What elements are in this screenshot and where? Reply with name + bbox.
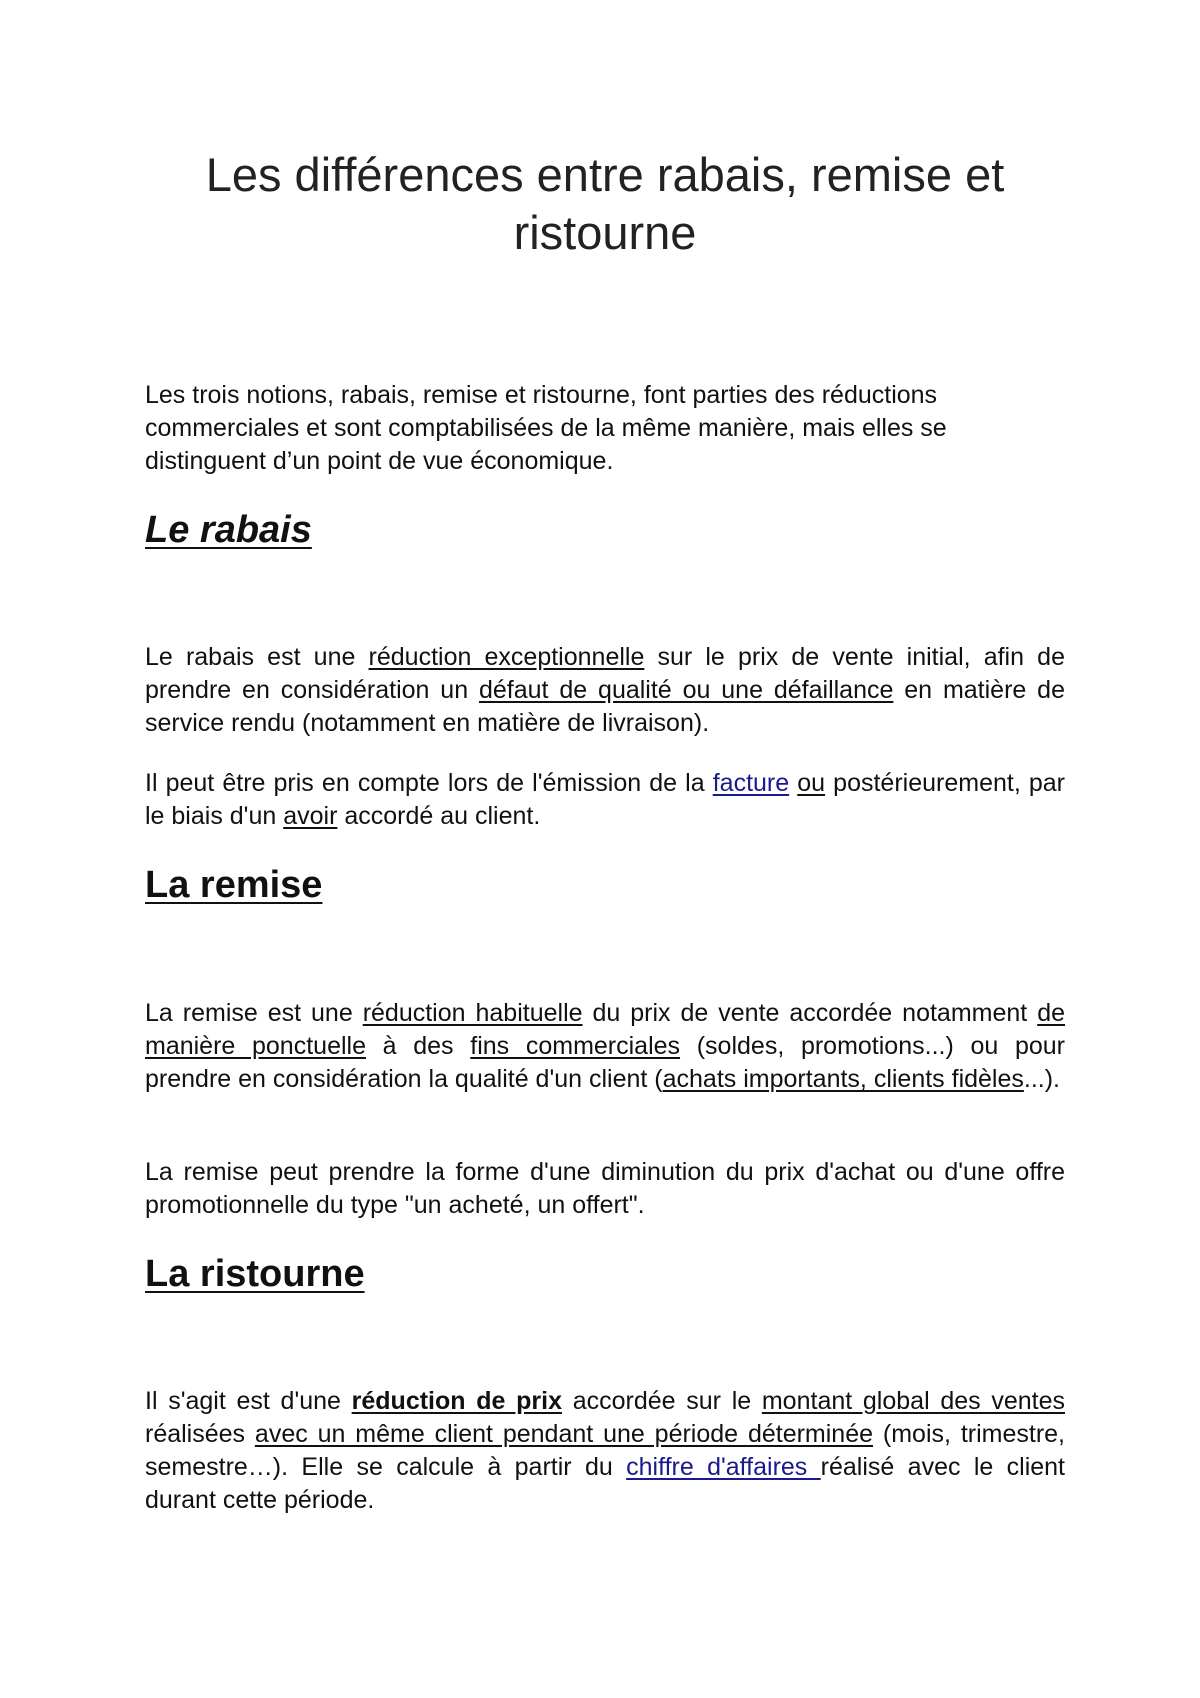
title-line-1: Les différences entre rabais, remise et	[205, 148, 1005, 201]
chiffre-affaires-link[interactable]: chiffre d'affaires	[626, 1453, 821, 1481]
text: accordé au client.	[337, 802, 541, 830]
underlined-text: réduction exceptionnelle	[368, 643, 645, 671]
text: réalisées	[145, 1420, 255, 1448]
rabais-paragraph-1	[145, 641, 1065, 740]
ristourne-paragraph-1	[145, 1385, 1065, 1517]
underlined-text: défaut de qualité ou une défaillance	[478, 676, 894, 704]
underlined-text: achats importants, clients fidèles	[662, 1065, 1024, 1093]
facture-link[interactable]: facture	[712, 769, 790, 797]
remise-paragraph-1	[145, 997, 1065, 1096]
intro-paragraph: Les trois notions, rabais, remise et ristourne, font parties des réductions commerciales et sont comptabilisées de la même manière, mais elles se distinguent d’un point de vue économique.	[145, 381, 947, 475]
text: accordée sur le	[562, 1387, 762, 1415]
underlined-text: réduction habituelle	[362, 999, 583, 1027]
text: Il s'agit est d'une	[145, 1387, 352, 1415]
underlined-text: de manière ponctuelle	[145, 999, 1065, 1060]
underlined-text: fins commerciales	[470, 1032, 681, 1060]
text: sur le prix de vente initial, afin de prendre en considération un	[145, 643, 1065, 704]
text: postérieurement, par le biais d'un	[145, 769, 1066, 830]
rabais-paragraph-2	[145, 767, 1065, 833]
text: (soldes, promotions...) ou pour prendre en considération la qualité d'un client (	[145, 1032, 1065, 1093]
remise-paragraph-2: La remise peut prendre la forme d'une diminution du prix d'achat ou d'une offre promotionnelle du type "un acheté, un offert".	[145, 1158, 1065, 1219]
text: Il peut être pris en compte lors de l'émission de la	[145, 769, 713, 797]
text: ...).	[1023, 1065, 1060, 1093]
text: à des	[365, 1032, 471, 1060]
title-line-2: ristourne	[513, 206, 697, 259]
heading-rabais: Le rabais	[145, 509, 312, 551]
text: La remise est une	[145, 999, 363, 1027]
text: du prix de vente accordée notamment	[582, 999, 1038, 1027]
heading-remise: La remise	[145, 864, 323, 906]
underlined-text: montant global des ventes	[761, 1387, 1065, 1415]
text: (mois, trimestre, semestre…). Elle se calcule à partir du	[145, 1420, 1065, 1481]
underlined-text: ou	[797, 769, 826, 797]
bold-underlined-text: réduction de prix	[351, 1387, 562, 1415]
underlined-text: avec un même client pendant une période déterminée	[254, 1420, 874, 1448]
document-title	[145, 146, 1065, 262]
text: Le rabais est une	[145, 643, 369, 671]
text: en matière de service rendu (notamment en matière de livraison).	[145, 676, 1065, 737]
text: réalisé avec le client durant cette période.	[145, 1453, 1065, 1514]
underlined-text: avoir	[283, 802, 338, 830]
heading-ristourne: La ristourne	[145, 1253, 365, 1295]
